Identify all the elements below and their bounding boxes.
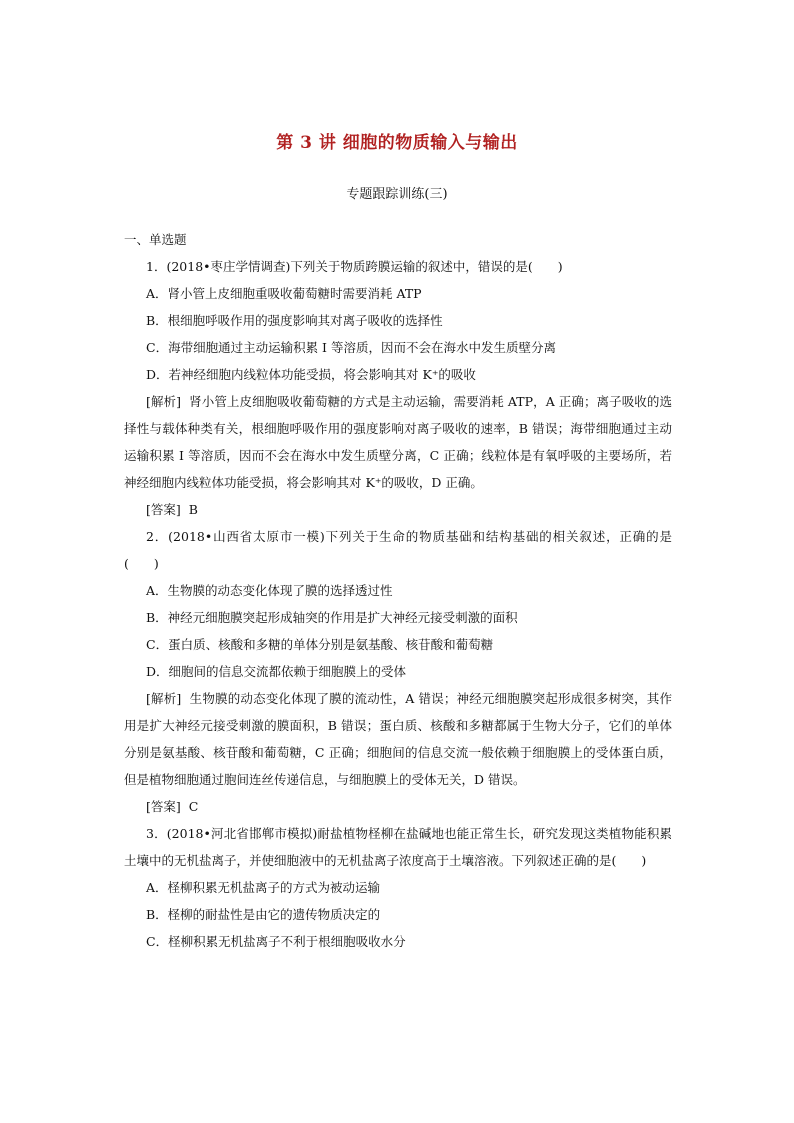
answer-label: [答案]	[146, 799, 181, 814]
analysis-label: [解析]	[146, 691, 182, 706]
analysis	[124, 685, 672, 793]
question-1	[124, 253, 672, 523]
page-subtitle: 专题跟踪训练(三)	[346, 187, 448, 202]
answer-value: C	[188, 799, 199, 814]
option-c: C．蛋白质、核酸和多糖的单体分别是氨基酸、核苷酸和葡萄糖	[146, 637, 494, 652]
question-stem: 2．(2018•山西省太原市一模)下列关于生命的物质基础和结构基础的相关叙述，正确的是( )	[124, 529, 672, 571]
option-d: D．若神经细胞内线粒体功能受损，将会影响其对 K⁺的吸收	[146, 367, 476, 382]
answer	[124, 793, 672, 820]
option-b: B．根细胞呼吸作用的强度影响其对离子吸收的选择性	[146, 313, 443, 328]
document-body	[124, 226, 672, 955]
question-stem: 3．(2018•河北省邯郸市模拟)耐盐植物柽柳在盐碱地也能正常生长，研究发现这类植物能积累土壤中的无机盐离子，并使细胞液中的无机盐离子浓度高于土壤溶液。下列叙述正确的是( )	[124, 826, 672, 868]
option-b: B．柽柳的耐盐性是由它的遗传物质决定的	[146, 907, 381, 922]
page-title: 第 3 讲 细胞的物质输入与输出	[276, 133, 518, 153]
question-3	[124, 820, 672, 955]
answer	[124, 496, 672, 523]
analysis-label: [解析]	[146, 394, 182, 409]
option-c: C．海带细胞通过主动运输积累 I 等溶质，因而不会在海水中发生质壁分离	[146, 340, 556, 355]
option-c: C．柽柳积累无机盐离子不利于根细胞吸收水分	[146, 934, 406, 949]
option-b: B．神经元细胞膜突起形成轴突的作用是扩大神经元接受刺激的面积	[146, 610, 518, 625]
option-a: A．生物膜的动态变化体现了膜的选择透过性	[146, 583, 393, 598]
section-heading: 一、单选题	[124, 232, 187, 247]
analysis-text: 生物膜的动态变化体现了膜的流动性，A 错误；神经元细胞膜突起形成很多树突，其作用是扩大神经元接受刺激的膜面积，B 错误；蛋白质、核酸和多糖都属于生物大分子，它们的单体分别是氨基酸、核苷酸和葡萄糖，C 正确；细胞间的信息交流一般依赖于细胞膜上的受体蛋白质，但是植物细胞通过胞间连丝传递信息，与细胞膜上的受体无关，D 错误。	[124, 691, 672, 787]
option-a: A．柽柳积累无机盐离子的方式为被动运输	[146, 880, 381, 895]
analysis-text: 肾小管上皮细胞吸收葡萄糖的方式是主动运输，需要消耗 ATP，A 正确；离子吸收的选择性与载体种类有关，根细胞呼吸作用的强度影响对离子吸收的速率，B 错误；海带细胞通过主动运输积累 I 等溶质，因而不会在海水中发生质壁分离，C 正确；线粒体是有氧呼吸的主要场所，若神经细胞内线粒体功能受损，将会影响其对 K⁺的吸收，D 正确。	[124, 394, 672, 490]
option-a: A．肾小管上皮细胞重吸收葡萄糖时需要消耗 ATP	[146, 286, 422, 301]
answer-value: B	[188, 502, 198, 517]
question-stem: 1．(2018•枣庄学情调查)下列关于物质跨膜运输的叙述中，错误的是( )	[146, 259, 563, 274]
question-2	[124, 523, 672, 820]
answer-label: [答案]	[146, 502, 181, 517]
analysis	[124, 388, 672, 496]
option-d: D．细胞间的信息交流都依赖于细胞膜上的受体	[146, 664, 407, 679]
